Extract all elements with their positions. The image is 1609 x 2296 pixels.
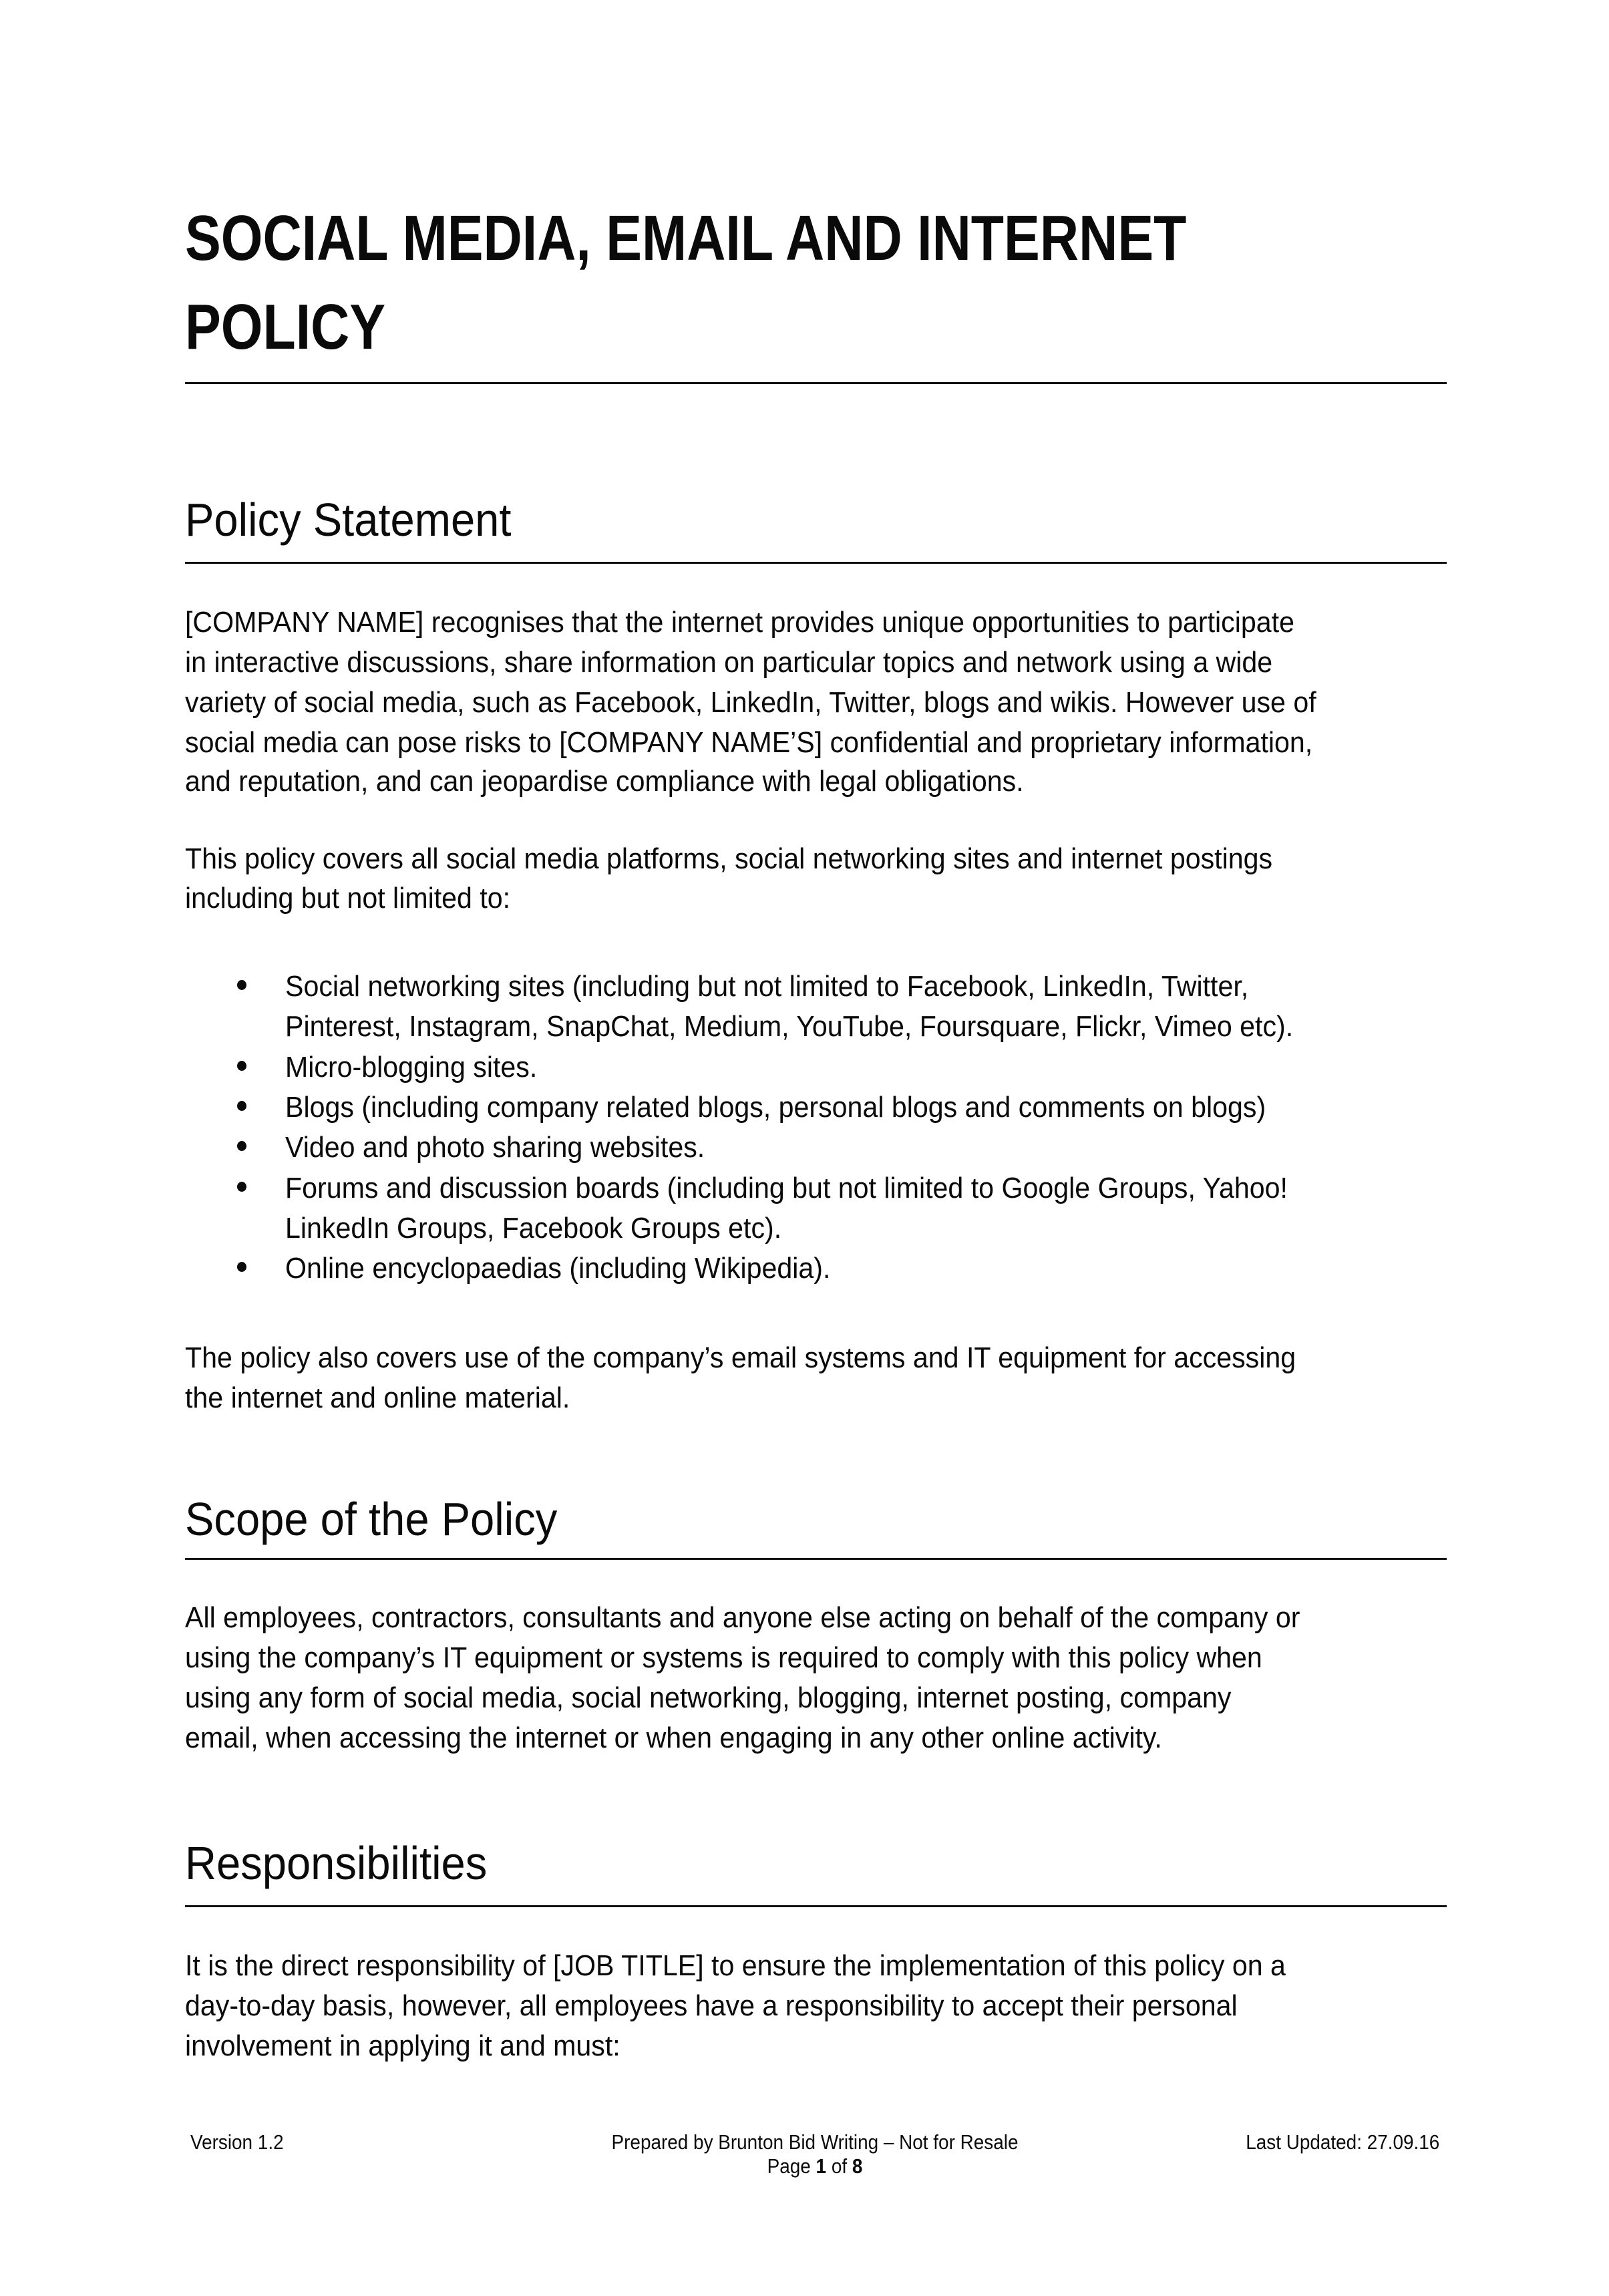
scope-divider <box>185 1558 1447 1560</box>
bullet-icon <box>237 1141 246 1151</box>
bullet-icon <box>237 1262 246 1272</box>
section-heading-policy-statement: Policy Statement <box>185 494 512 546</box>
bullet-line: Blogs (including company related blogs, personal blogs and comments on blogs) <box>285 1091 1266 1124</box>
paragraph-line: social media can pose risks to [COMPANY NAME’S] confidential and proprietary information, <box>185 726 1313 759</box>
page-total: 8 <box>852 2154 863 2178</box>
section-heading-responsibilities: Responsibilities <box>185 1837 488 1889</box>
paragraph-line: [COMPANY NAME] recognises that the internet provides unique opportunities to participate <box>185 606 1294 639</box>
paragraph-line: day-to-day basis, however, all employees have a responsibility to accept their personal <box>185 1989 1238 2022</box>
responsibilities-divider <box>185 1905 1447 1907</box>
page-of-label: of <box>826 2154 852 2178</box>
footer-version: Version 1.2 <box>190 2130 284 2154</box>
title-divider <box>185 382 1447 384</box>
paragraph-line: This policy covers all social media platforms, social networking sites and internet postings <box>185 842 1273 875</box>
page-current: 1 <box>816 2154 827 2178</box>
paragraph-line: variety of social media, such as Facebook, LinkedIn, Twitter, blogs and wikis. However use of <box>185 686 1316 719</box>
paragraph-line: involvement in applying it and must: <box>185 2029 620 2062</box>
bullet-line: LinkedIn Groups, Facebook Groups etc). <box>285 1212 782 1245</box>
paragraph-line: email, when accessing the internet or when engaging in any other online activity. <box>185 1721 1162 1754</box>
paragraph-line: including but not limited to: <box>185 882 511 915</box>
bullet-line: Online encyclopaedias (including Wikipedia). <box>285 1252 831 1285</box>
paragraph-line: and reputation, and can jeopardise compliance with legal obligations. <box>185 765 1024 798</box>
bullet-icon <box>237 980 246 990</box>
paragraph-line: in interactive discussions, share information on particular topics and network using a wide <box>185 646 1273 679</box>
paragraph-line: using any form of social media, social networking, blogging, internet posting, company <box>185 1681 1232 1714</box>
bullet-line: Video and photo sharing websites. <box>285 1131 705 1164</box>
bullet-icon <box>237 1061 246 1071</box>
footer-prepared-by: Prepared by Brunton Bid Writing – Not for Resale <box>611 2130 1019 2154</box>
section-heading-scope: Scope of the Policy <box>185 1493 558 1545</box>
paragraph-line: The policy also covers use of the company’s email systems and IT equipment for accessing <box>185 1341 1296 1374</box>
document-title-line-2: POLICY <box>185 291 386 363</box>
bullet-line: Social networking sites (including but not limited to Facebook, LinkedIn, Twitter, <box>285 970 1249 1003</box>
bullet-line: Micro-blogging sites. <box>285 1051 538 1084</box>
footer-last-updated: Last Updated: 27.09.16 <box>1245 2130 1439 2154</box>
paragraph-line: All employees, contractors, consultants and anyone else acting on behalf of the company or <box>185 1601 1300 1634</box>
page-label: Page <box>767 2154 816 2178</box>
bullet-icon <box>237 1182 246 1192</box>
footer-page-number <box>767 2156 863 2176</box>
bullet-line: Pinterest, Instagram, SnapChat, Medium, YouTube, Foursquare, Flickr, Vimeo etc). <box>285 1010 1294 1043</box>
paragraph-line: It is the direct responsibility of [JOB TITLE] to ensure the implementation of this policy on a <box>185 1949 1286 1982</box>
bullet-line: Forums and discussion boards (including but not limited to Google Groups, Yahoo! <box>285 1172 1288 1204</box>
paragraph-line: the internet and online material. <box>185 1381 570 1414</box>
bullet-icon <box>237 1101 246 1111</box>
paragraph-line: using the company’s IT equipment or systems is required to comply with this policy when <box>185 1641 1262 1674</box>
document-title-line-1: SOCIAL MEDIA, EMAIL AND INTERNET <box>185 202 1187 274</box>
policy-statement-divider <box>185 562 1447 564</box>
